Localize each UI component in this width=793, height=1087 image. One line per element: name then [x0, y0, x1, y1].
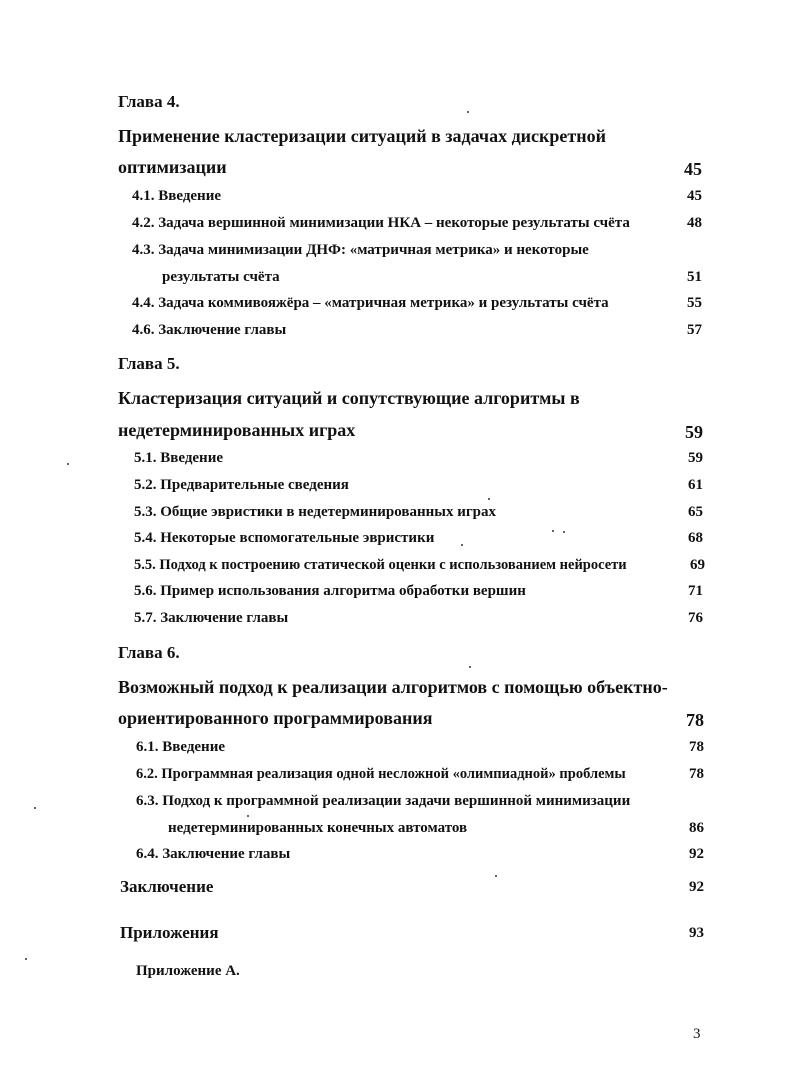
section-4-4-page: 55 — [687, 295, 702, 311]
section-4-6: 4.6. Заключение главы — [132, 322, 287, 338]
chapter-5-page: 59 — [685, 422, 703, 442]
scan-speck — [34, 807, 36, 809]
section-4-1: 4.1. Введение — [132, 188, 222, 204]
section-5-3-page: 65 — [688, 504, 703, 520]
appendices-page: 93 — [689, 925, 704, 941]
chapter-5-title-line2: недетерминированных играх — [118, 420, 356, 440]
section-5-4: 5.4. Некоторые вспомогательные эвристики — [134, 530, 435, 546]
section-6-3-line2: недетерминированных конечных автоматов — [168, 820, 468, 836]
chapter-4-page: 45 — [684, 159, 702, 179]
scan-speck — [563, 531, 565, 533]
section-5-4-page: 68 — [688, 530, 703, 546]
section-4-1-page: 45 — [687, 188, 702, 204]
section-5-2-page: 61 — [688, 477, 703, 493]
chapter-5-label: Глава 5. — [118, 354, 180, 373]
section-5-1-page: 59 — [688, 450, 703, 466]
section-6-1: 6.1. Введение — [136, 739, 226, 755]
chapter-6-page: 78 — [686, 710, 704, 730]
section-6-4-page: 92 — [689, 846, 704, 862]
chapter-6-title-line1: Возможный подход к реализации алгоритмов с помощью объектно- — [118, 677, 668, 697]
page-number: 3 — [693, 1026, 701, 1042]
scan-speck — [488, 498, 490, 500]
section-5-3: 5.3. Общие эвристики в недетерминированных играх — [134, 504, 496, 520]
section-6-2-page: 78 — [689, 766, 704, 782]
section-6-1-page: 78 — [689, 739, 704, 755]
section-4-3-page: 51 — [687, 269, 702, 285]
section-6-3-page: 86 — [689, 820, 704, 836]
scan-speck — [67, 463, 69, 465]
chapter-4-title-line1: Применение кластеризации ситуаций в задачах дискретной — [118, 126, 606, 146]
section-4-2: 4.2. Задача вершинной минимизации НКА – некоторые результаты счёта — [132, 215, 630, 231]
chapter-6-title-line2: ориентированного программирования — [118, 708, 433, 728]
section-6-2: 6.2. Программная реализация одной несложной «олимпиадной» проблемы — [136, 766, 626, 782]
scan-speck — [469, 666, 471, 668]
chapter-5-title-line1: Кластеризация ситуаций и сопутствующие алгоритмы в — [118, 388, 580, 408]
section-5-5-page: 69 — [690, 557, 705, 573]
section-5-7-page: 76 — [688, 610, 703, 626]
section-4-6-page: 57 — [687, 322, 702, 338]
section-5-7: 5.7. Заключение главы — [134, 610, 289, 626]
appendices-label: Приложения — [120, 923, 219, 942]
scan-speck — [247, 815, 249, 817]
scan-speck — [495, 875, 497, 877]
appendix-a-label: Приложение А. — [136, 963, 240, 979]
section-5-6: 5.6. Пример использования алгоритма обработки вершин — [134, 583, 526, 599]
section-4-3-line1: 4.3. Задача минимизации ДНФ: «матричная метрика» и некоторые — [132, 242, 589, 258]
section-6-3-line1: 6.3. Подход к программной реализации задачи вершинной минимизации — [136, 793, 631, 809]
section-4-4: 4.4. Задача коммивояжёра – «матричная метрика» и результаты счёта — [132, 295, 609, 311]
conclusion-page: 92 — [689, 879, 704, 895]
section-5-2: 5.2. Предварительные сведения — [134, 477, 349, 493]
scan-speck — [461, 544, 463, 546]
section-4-2-page: 48 — [687, 215, 702, 231]
chapter-4-label: Глава 4. — [118, 92, 180, 111]
scan-speck — [552, 530, 554, 532]
section-5-1: 5.1. Введение — [134, 450, 224, 466]
scan-speck — [25, 958, 27, 960]
scan-speck — [467, 111, 469, 113]
conclusion-label: Заключение — [120, 877, 214, 896]
chapter-6-label: Глава 6. — [118, 643, 180, 662]
section-5-5: 5.5. Подход к построению статической оценки с использованием нейросети — [134, 557, 627, 573]
section-4-3-line2: результаты счёта — [162, 269, 280, 285]
section-5-6-page: 71 — [688, 583, 703, 599]
chapter-4-title-line2: оптимизации — [118, 157, 227, 177]
section-6-4: 6.4. Заключение главы — [136, 846, 291, 862]
